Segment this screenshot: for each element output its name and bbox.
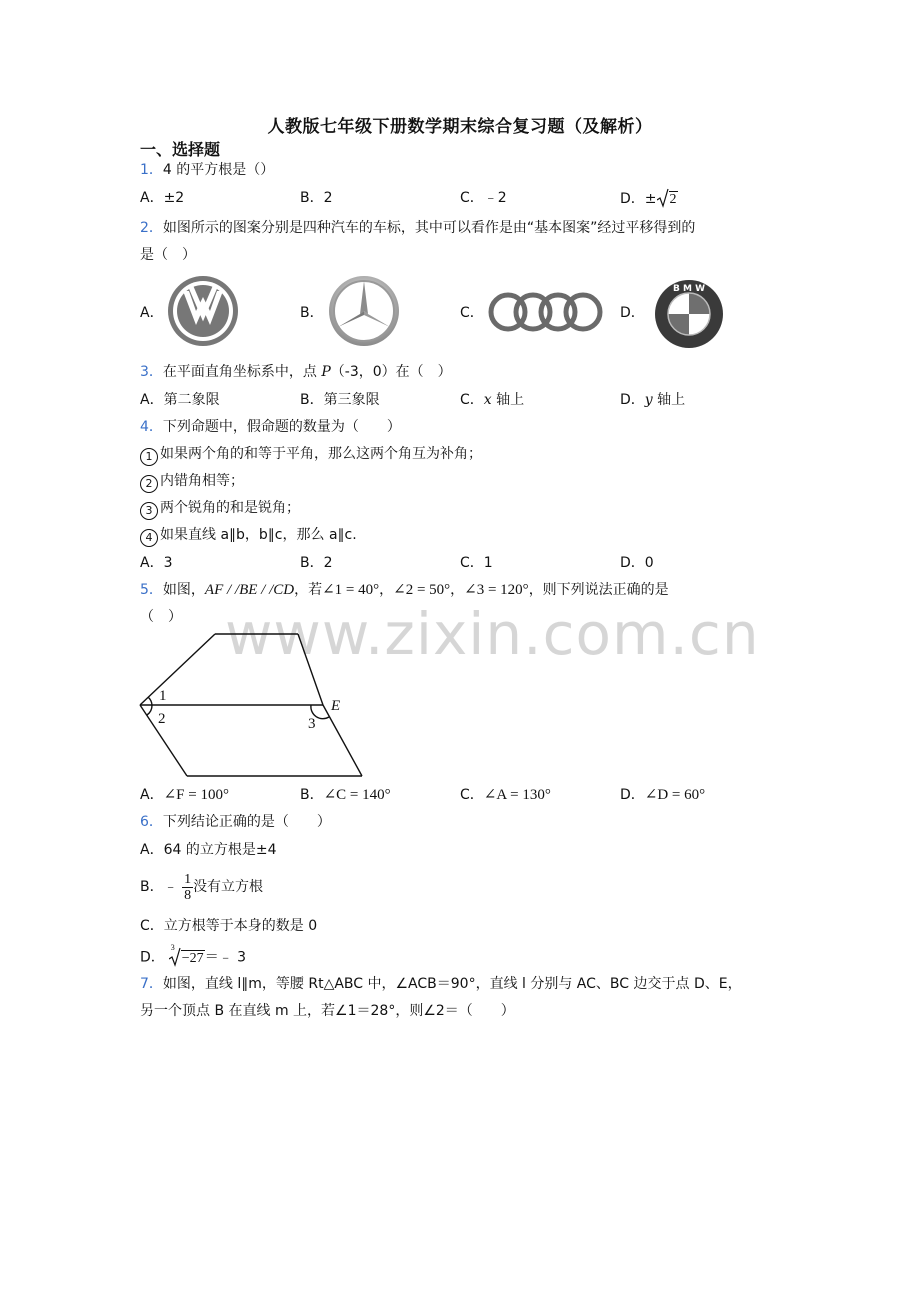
angle-2-arc xyxy=(147,705,152,715)
option-text: 没有立方根 xyxy=(193,879,264,895)
q2-option-b: B． xyxy=(300,305,324,321)
point-variable: P xyxy=(321,364,331,380)
segment-af xyxy=(140,634,215,705)
option-text: ＝﹣ 3 xyxy=(204,949,247,966)
q6-option-a: A．64 的立方根是±4 xyxy=(140,842,277,858)
radicand: −27 xyxy=(181,950,204,966)
q1-option-a: A．±2 xyxy=(140,190,185,206)
q2-option-c: C． xyxy=(460,305,484,321)
angle-condition-2: ∠2 = 50° xyxy=(393,582,451,598)
statement-text: 如果直线 a∥b，b∥c，那么 a∥c. xyxy=(160,527,357,543)
segment-right-lower xyxy=(323,705,362,776)
denominator: 8 xyxy=(184,887,192,903)
question-number: 7． xyxy=(140,976,163,992)
fraction xyxy=(182,872,193,903)
question-stem: 如图，直线 l∥m，等腰 Rt△ABC 中，∠ACB＝90°，直线 l 分别与 AC、BC 边交于点 D、E， xyxy=(162,976,742,992)
q3-option-b: B．第三象限 xyxy=(300,392,380,408)
question-stem-end: （-3，0）在（ ） xyxy=(330,364,452,380)
question-stem: 下列命题中，假命题的数量为（ ） xyxy=(162,419,401,435)
question-stem: 4 的平方根是（） xyxy=(162,162,275,178)
root-index: 3 xyxy=(170,943,175,952)
q5-option-b xyxy=(300,785,391,805)
option-label: D． xyxy=(140,949,165,966)
question-4 xyxy=(140,417,401,437)
q4-option-c: C．1 xyxy=(460,555,493,571)
q3-option-c xyxy=(460,390,524,410)
cube-root-expression xyxy=(165,944,205,969)
option-label: C． xyxy=(460,392,484,408)
statement-text: 如果两个角的和等于平角，那么这两个角互为补角； xyxy=(160,446,482,462)
q2-option-d: D． xyxy=(620,305,645,321)
option-expression: ∠D = 60° xyxy=(644,787,706,803)
question-1 xyxy=(140,160,274,180)
q4-statement-3 xyxy=(140,498,300,520)
option-label: C． xyxy=(460,787,484,803)
section-heading: 一、选择题 xyxy=(140,140,221,159)
q5-option-d xyxy=(620,785,705,805)
question-2 xyxy=(140,218,695,238)
question-number: 5． xyxy=(140,582,163,598)
point-e-label: E xyxy=(331,698,341,714)
q3-option-a: A．第二象限 xyxy=(140,392,220,408)
option-label: D．± xyxy=(620,191,657,207)
question-3 xyxy=(140,362,452,382)
option-label: A． xyxy=(140,787,164,803)
question-stem: 如图， xyxy=(162,582,205,598)
q4-statement-1 xyxy=(140,444,482,466)
option-label: D． xyxy=(620,787,645,803)
question-number: 1． xyxy=(140,162,163,178)
option-text: 轴上 xyxy=(491,392,525,408)
question-5 xyxy=(140,580,669,600)
q5-geometry-figure xyxy=(135,628,375,783)
question-6 xyxy=(140,812,331,832)
q5-option-a xyxy=(140,785,229,805)
volkswagen-logo-icon xyxy=(163,275,243,347)
q4-statement-4 xyxy=(140,525,357,547)
q1-option-c: C．﹣2 xyxy=(460,190,507,206)
q4-option-a: A．3 xyxy=(140,555,173,571)
audi-rings-logo-icon xyxy=(487,290,607,334)
q4-option-b: B．2 xyxy=(300,555,333,571)
question-stem-mid: ，若 xyxy=(294,582,323,598)
q4-statement-2 xyxy=(140,471,244,493)
circled-number: 1 xyxy=(140,448,158,466)
q4-option-d: D．0 xyxy=(620,555,654,571)
q6-option-c: C．立方根等于本身的数是 0 xyxy=(140,918,318,934)
option-label: D． xyxy=(620,392,645,408)
statement-text: 两个锐角的和是锐角； xyxy=(160,500,300,516)
q5-option-c xyxy=(460,785,551,805)
question-7 xyxy=(140,974,742,994)
option-label: B． xyxy=(300,787,324,803)
axis-variable: y xyxy=(644,392,653,408)
option-text: 轴上 xyxy=(652,392,686,408)
question-stem-end: ，则下列说法正确的是 xyxy=(528,582,669,598)
question-5-cont: （ ） xyxy=(140,609,182,625)
angle-2-label: 2 xyxy=(158,711,166,727)
page-title: 人教版七年级下册数学期末综合复习题（及解析） xyxy=(267,117,653,137)
question-number: 6． xyxy=(140,814,163,830)
circled-number: 2 xyxy=(140,475,158,493)
question-number: 2． xyxy=(140,220,163,236)
angle-condition-3: ∠3 = 120° xyxy=(464,582,529,598)
option-expression: ∠A = 130° xyxy=(483,787,551,803)
question-stem: 在平面直角坐标系中，点 xyxy=(162,364,322,380)
sqrt-expression xyxy=(657,188,678,210)
radical-sign-icon xyxy=(657,188,669,208)
circled-number: 4 xyxy=(140,529,158,547)
separator: ， xyxy=(450,582,465,598)
statement-text: 内错角相等； xyxy=(160,473,244,489)
question-stem: 下列结论正确的是（ ） xyxy=(162,814,331,830)
question-stem: 如图所示的图案分别是四种汽车的车标，其中可以看作是由“基本图案”经过平移得到的 xyxy=(162,220,696,236)
axis-variable: x xyxy=(483,392,492,408)
option-expression: ∠C = 140° xyxy=(323,787,391,803)
q6-option-b xyxy=(140,870,263,904)
question-number: 3． xyxy=(140,364,163,380)
parallel-condition: AF / /BE / /CD xyxy=(204,582,295,598)
question-2-cont: 是（ ） xyxy=(140,247,196,263)
option-expression: ∠F = 100° xyxy=(163,787,229,803)
angle-3-label: 3 xyxy=(308,716,316,732)
mercedes-logo-icon xyxy=(324,275,404,347)
angle-1-label: 1 xyxy=(159,688,167,704)
segment-right-upper xyxy=(298,634,323,705)
question-number: 4． xyxy=(140,419,163,435)
separator: ， xyxy=(379,582,394,598)
question-7-cont: 另一个顶点 B 在直线 m 上，若∠1＝28°，则∠2＝（ ） xyxy=(140,1003,515,1019)
angle-condition-1: ∠1 = 40° xyxy=(322,582,380,598)
q1-option-d xyxy=(620,188,678,210)
bmw-lettering: B M W xyxy=(672,284,706,294)
radicand: 2 xyxy=(669,192,677,207)
circled-number: 3 xyxy=(140,502,158,520)
q3-option-d xyxy=(620,390,685,410)
numerator: 1 xyxy=(184,871,192,887)
angle-1-arc xyxy=(148,697,152,705)
q6-option-d xyxy=(140,944,246,969)
watermark: www.zixin.com.cn xyxy=(225,600,760,668)
q2-option-a: A． xyxy=(140,305,164,321)
option-label: B．﹣ xyxy=(140,879,178,895)
bmw-logo-icon xyxy=(654,279,724,349)
q1-option-b: B．2 xyxy=(300,190,333,206)
